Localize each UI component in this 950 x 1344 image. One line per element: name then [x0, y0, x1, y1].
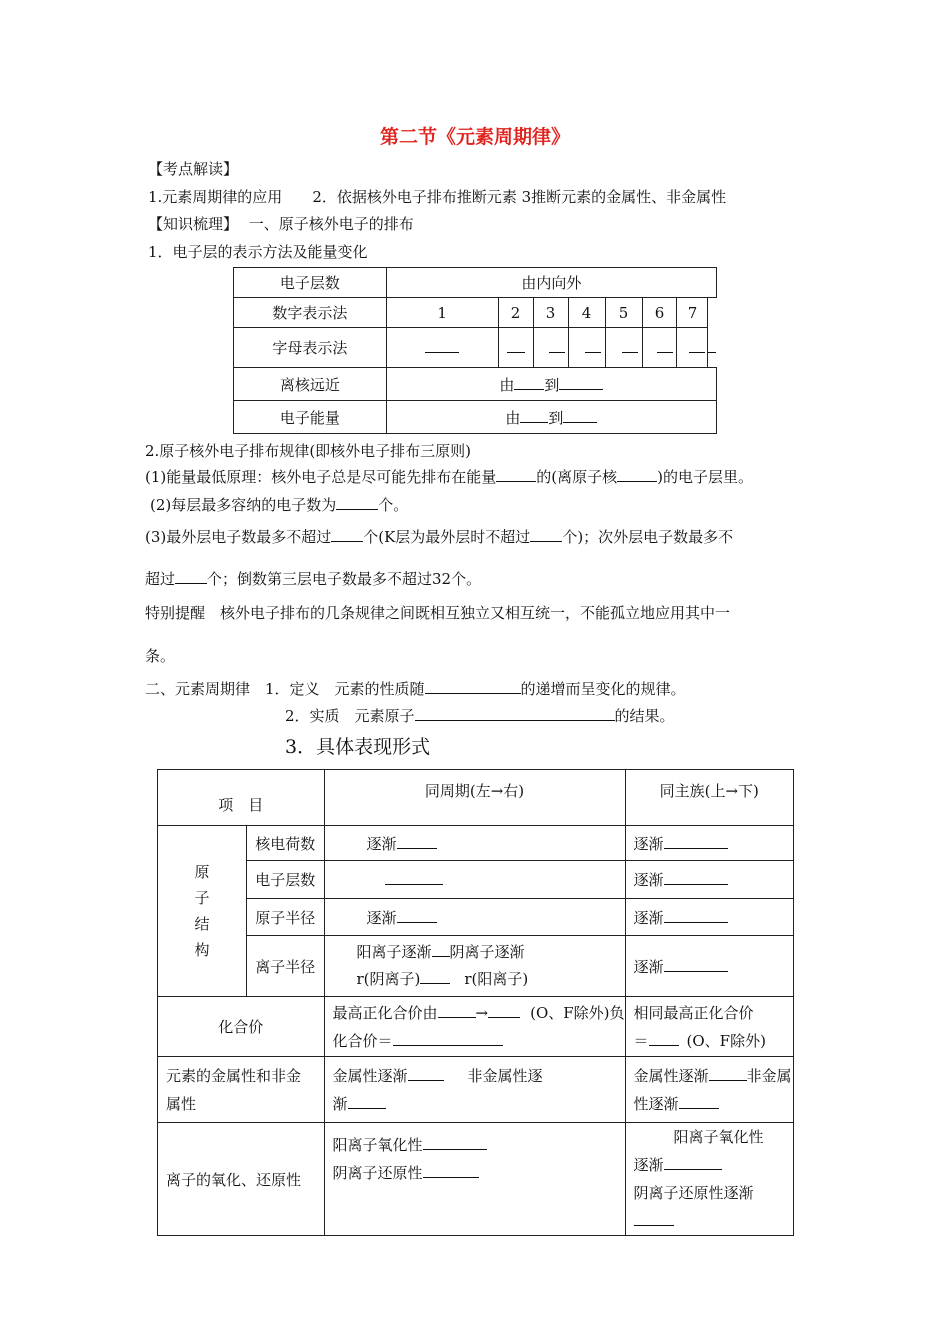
periodic-law-definition: 二、元素周期律 1．定义 元素的性质随 的递增而呈变化的规律。 — [145, 680, 686, 698]
redox-group: 阳离子氧化性 逐渐 阴离子还原性逐渐 — [625, 1123, 793, 1236]
shell-number-2: 2 — [498, 298, 533, 328]
shell-number-3: 3 — [533, 298, 568, 328]
shell-number-1: 1 — [386, 298, 498, 328]
shell-number-7: 7 — [677, 298, 708, 328]
header-item: 项 目 — [158, 770, 325, 826]
kaodian-items: 1.元素周期律的应用 2．依据核外电子排布推断元素 3推断元素的金属性、非金属性 — [148, 188, 727, 206]
electron-shell-table — [233, 267, 717, 434]
row-ionic-radius: 离子半径 — [247, 936, 325, 997]
atomic-radius-period: 逐渐 — [324, 899, 625, 936]
subsection-1: 1．电子层的表示方法及能量变化 — [148, 243, 368, 261]
reminder-line-2: 条。 — [145, 647, 176, 665]
nuclear-charge-group: 逐渐 — [625, 826, 793, 861]
kaodian-heading: 【考点解读】 — [148, 160, 239, 178]
letter-blank-7 — [677, 328, 708, 368]
row-label-distance: 离核远近 — [234, 368, 387, 401]
spacer-cell — [708, 298, 717, 328]
energy-fill: 由 到 — [386, 401, 716, 434]
subsection-2: 2.原子核外电子排布规律(即核外电子排布三原则) — [145, 442, 472, 460]
ionic-radius-period: 阳离子逐渐 阴离子逐渐 r(阴离子) r(阳离子) — [324, 936, 625, 997]
row-label-number-notation: 数字表示法 — [234, 298, 387, 328]
periodic-law-essence: 2．实质 元素原子 的结果。 — [285, 707, 675, 725]
letter-blank-6 — [642, 328, 677, 368]
atomic-structure-group: 原 子 结 构 — [158, 826, 247, 997]
row-valence: 化合价 — [158, 997, 325, 1057]
valence-period: 最高正化合价由 → (O、F除外)负 化合价＝ — [324, 997, 625, 1057]
reminder-line-1: 特别提醒 核外电子排布的几条规律之间既相互独立又相互统一，不能孤立地应用其中一 — [145, 604, 731, 622]
shell-direction: 由内向外 — [386, 268, 716, 298]
letter-blank-2 — [498, 328, 533, 368]
rule-3-cont: 超过 个；倒数第三层电子数最多不超过32个。 — [145, 570, 482, 588]
atomic-radius-group: 逐渐 — [625, 899, 793, 936]
letter-blank-4 — [568, 328, 605, 368]
rule-1: (1)能量最低原理：核外电子总是尽可能先排布在能量 的(离原子核 )的电子层里。 — [145, 468, 753, 486]
nuclear-charge-period: 逐渐 — [324, 826, 625, 861]
letter-blank-1 — [386, 328, 498, 368]
row-label-shell-count: 电子层数 — [234, 268, 387, 298]
letter-blank-5 — [605, 328, 642, 368]
row-nuclear-charge: 核电荷数 — [247, 826, 325, 861]
row-redox: 离子的氧化、还原性 — [158, 1123, 325, 1236]
part1-title: 一、原子核外电子的排布 — [248, 215, 414, 233]
letter-blank-3 — [533, 328, 568, 368]
zhishi-heading: 【知识梳理】 — [148, 215, 239, 233]
periodic-trends-table — [157, 769, 794, 1236]
header-same-group: 同主族(上→下) — [625, 770, 793, 826]
electron-shells-period — [324, 861, 625, 899]
rule-2: (2)每层最多容纳的电子数为 个。 — [150, 496, 409, 514]
page-title: 第二节《元素周期律》 — [379, 126, 570, 148]
distance-fill: 由 到 — [386, 368, 716, 401]
shell-number-6: 6 — [642, 298, 677, 328]
row-atomic-radius: 原子半径 — [247, 899, 325, 936]
ionic-radius-group: 逐渐 — [625, 936, 793, 997]
row-electron-shells: 电子层数 — [247, 861, 325, 899]
redox-period: 阳离子氧化性 阴离子还原性 — [324, 1123, 625, 1236]
header-same-period: 同周期(左→右) — [324, 770, 625, 826]
metallic-period: 金属性逐渐 非金属性逐 渐 — [324, 1057, 625, 1123]
subsection-3: 3．具体表现形式 — [285, 736, 431, 758]
row-metallic-character: 元素的金属性和非金属性 — [158, 1057, 325, 1123]
shell-number-5: 5 — [605, 298, 642, 328]
valence-group: 相同最高正化合价 ＝ (O、F除外) — [625, 997, 793, 1057]
spacer-cell — [708, 328, 717, 368]
metallic-group: 金属性逐渐 非金属 性逐渐 — [625, 1057, 793, 1123]
shell-number-4: 4 — [568, 298, 605, 328]
electron-shells-group: 逐渐 — [625, 861, 793, 899]
zhishi-line — [148, 213, 414, 234]
row-label-energy: 电子能量 — [234, 401, 387, 434]
row-label-letter-notation: 字母表示法 — [234, 328, 387, 368]
rule-3: (3)最外层电子数最多不超过 个(K层为最外层时不超过 个)；次外层电子数最多不 — [145, 528, 734, 546]
